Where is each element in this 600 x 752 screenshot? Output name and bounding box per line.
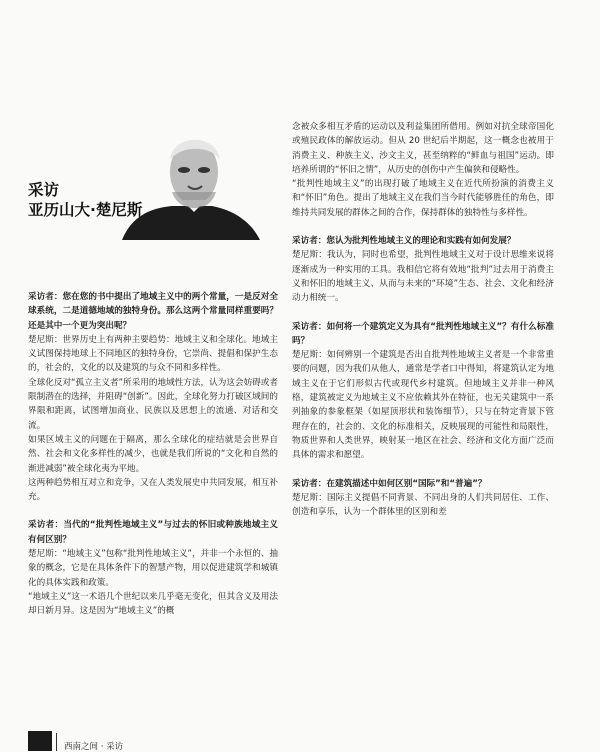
paragraph: 采访者：当代的“批判性地域主义”与过去的怀旧或种族地域主义有何区别？ bbox=[28, 520, 278, 545]
paragraph: “地域主义”这一术语几个世纪以来几乎毫无变化，但其含义及用法却日新月异。这是因为“地域主义”的概 bbox=[28, 591, 278, 617]
paragraph: 念被众多相互矛盾的运动以及利益集团所借用。例如对抗全球帝国化或殖民政体的解放运动。但从 20 世纪后半期起，这一概念也被用于消费主义、种族主义、沙文主义，甚至纳粹的“鲜血与祖国”运动。即培养所谓的“怀旧之情”，从历史的创伤中产生偏狭和侵略性。 bbox=[292, 122, 554, 175]
paragraph: 这两种趋势相互对立和竞争，又在人类发展史中共同发展，相互补充。 bbox=[28, 477, 278, 503]
paragraph: 楚尼斯：世界历史上有两种主要趋势：地域主义和全球化。地域主义试图保持地球上不同地区的独特身份，它崇尚、提倡和保护生态的，社会的，文化的以及建筑的与众不同和多样性。 bbox=[28, 334, 278, 374]
paragraph-gap bbox=[292, 463, 554, 477]
paragraph: 全球化反对“孤立主义者”所采用的地域性方法，认为这会妨碍或者限制潜在的选择，并阻碍“创新”。因此，全球化努力打破区域间的界限和距离，试图增加商业、民族以及思想上的流通、对话和交流。 bbox=[28, 377, 278, 431]
footer-divider bbox=[56, 733, 57, 751]
paragraph: 楚尼斯：如何辨别一个建筑是否出自批判性地域主义者是一个非常重要的问题，因为我们从他人，通常是学者口中得知，将建筑认定为地域主义在于它们形似古代或现代乡村建筑。但地域主义并非一种风格，建筑被定义为地域主义不应依赖其外在特征，也无关建筑中一系列抽象的参象框架（如屋顶形状和装饰细节），只与在特定背景下管理存在的，社会的、文化的标准相关，反映展现的可能性和局限性，物质世界和人类世界，映射某一地区在社会、经济和文化方面广泛而具体的需求和愿望。 bbox=[292, 350, 554, 461]
title-line-2: 亚历山大·楚尼斯 bbox=[28, 201, 143, 219]
paragraph: 楚尼斯：国际主义提倡不同背景、不同出身的人们共同居住、工作、创造和享乐，认为一个群体里的区别和差 bbox=[292, 492, 554, 518]
paragraph: 采访者：如何将一个建筑定义为具有“批判性地域主义”？有什么标准吗？ bbox=[292, 321, 554, 346]
paragraph: 如果区域主义的问题在于隔离，那么全球化的症结就是会世界自然、社会和文化多样性的减少，也就是我们所说的“文化和自然的渐进减弱”被全球化夷为平地。 bbox=[28, 434, 278, 474]
paragraph: 楚尼斯：我认为，同时也希望，批判性地域主义对于设计思维来说将逐渐成为一种实用的工具。我相信它将有效地“批判”过去用于消费主义和怀旧的地域主义、从而与未来的“环境”生态、社会、文化和经济动力相统一。 bbox=[292, 250, 554, 304]
paragraph-gap bbox=[292, 306, 554, 320]
paragraph-gap bbox=[292, 220, 554, 234]
paragraph: 楚尼斯：“地域主义”包称“批判性地域主义”，并非一个永恒的、抽象的概念，它是在具体条件下的智慧产物，用以促进建筑学和城镇化的具体实践和政策。 bbox=[28, 549, 278, 588]
footer-section-label: 西南之间 · 采访 bbox=[64, 742, 124, 752]
title-line-1: 采访 bbox=[28, 181, 60, 199]
magazine-logo bbox=[28, 731, 52, 751]
paragraph: 采访者：您在您的书中提出了地域主义中的两个常量，一是反对全球系统，二是道德地域的独特身份。那么这两个常量同样重要吗？还是其中一个更为突出呢？ bbox=[28, 292, 278, 331]
paragraph: “批判性地域主义”的出现打破了地域主义在近代所扮演的消费主义和“怀旧”角色。提出了地域主义在我们当今时代能够胜任的角色，即维持共同发展的群体之间的合作，保持群体的独特性与多样性。 bbox=[292, 179, 554, 218]
left-column bbox=[28, 290, 278, 619]
interview-title bbox=[28, 180, 142, 220]
paragraph: 采访者：在建筑描述中如何区别“国际”和“普遍”？ bbox=[292, 478, 487, 489]
paragraph-gap bbox=[28, 504, 278, 518]
paragraph: 采访者：您认为批判性地域主义的理论和实践有如何发展？ bbox=[292, 236, 516, 247]
right-column bbox=[292, 120, 554, 519]
